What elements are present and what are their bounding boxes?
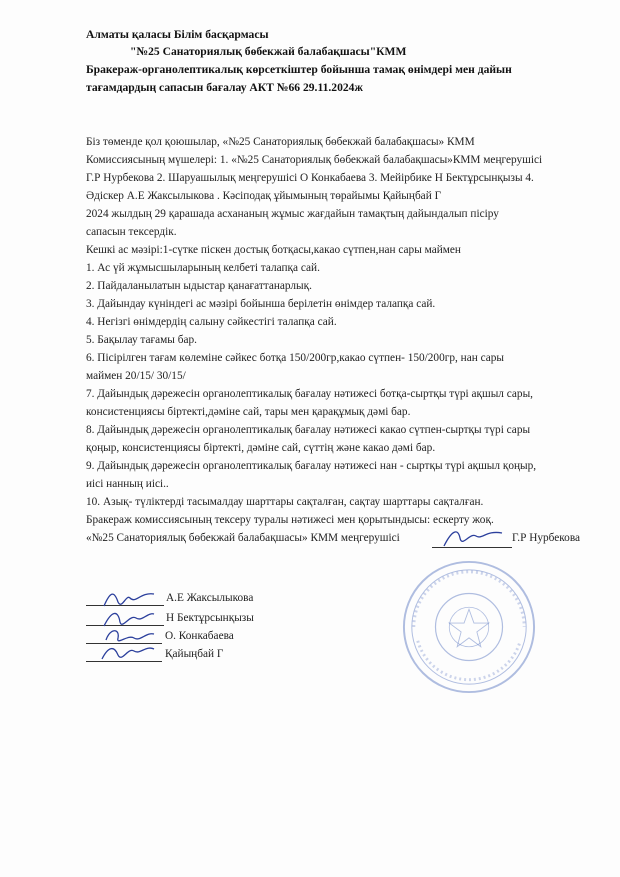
body-line-6: сапасын тексердік. xyxy=(86,226,177,238)
item-7-cont: консистенциясы біртекті,дәміне сай, тары мен қарақұмық дәмі бар. xyxy=(86,406,411,418)
member-4-name: Қайыңбай Г xyxy=(165,648,224,660)
item-1: 1. Ас үй жұмысшыларының келбеті талапқа сай. xyxy=(86,262,320,274)
item-9-cont: иісі нанның иісі.. xyxy=(86,478,169,490)
item-8: 8. Дайындық дәрежесін органолептикалық бағалау нәтижесі какао сүтпен-сыртқы түрі сары xyxy=(86,424,531,436)
item-3: 3. Дайындау күніндегі ас мәзірі бойынша берілетін өнімдер талапқа сай. xyxy=(86,298,436,310)
member-2-name: Н Бектұрсынқызы xyxy=(166,612,254,624)
head-name: Г.Р Нурбекова xyxy=(512,532,581,544)
member-1-name: А.Е Жаксылыкова xyxy=(166,592,254,604)
act-title-line-1: Бракераж-органолептикалық көрсеткіштер бойынша тамақ өнімдері мен дайын xyxy=(86,63,512,76)
body-line-2: Комиссиясының мүшелері: 1. «№25 Санаториялық бөбекжай балабақшасы»КММ меңгерушісі xyxy=(86,154,543,166)
head-signature xyxy=(440,524,506,554)
head-line: «№25 Санаториялық бөбекжай балабақшасы» КММ меңгерушісі xyxy=(86,532,400,544)
member-3-name: О. Конкабаева xyxy=(165,630,234,642)
body-line-3: Г.Р Нурбекова 2. Шаруашылық меңгерушісі О Конкабаева 3. Мейірбике Н Бектұрсынқызы 4. xyxy=(86,172,534,184)
item-7: 7. Дайындық дәрежесін органолептикалық бағалау нәтижесі ботқа-сыртқы түрі ақшыл сары, xyxy=(86,388,533,400)
organization-stamp xyxy=(400,558,538,696)
item-10: 10. Азық- түліктерді тасымалдау шарттары сақталған, сақтау шарттары сақталған. xyxy=(86,496,484,508)
conclusion-line: Бракераж комиссиясының тексеру туралы нәтижесі мен қорытындысы: ескерту жоқ. xyxy=(86,514,494,526)
body-line-1: Біз төменде қол қоюшылар, «№25 Санаториялық бөбекжай балабақшасы» КММ xyxy=(86,136,475,148)
item-6: 6. Пісірілген тағам көлеміне сәйкес ботқа 150/200гр,какао сүтпен- 150/200гр, нан сары xyxy=(86,352,504,364)
body-line-4: Әдіскер А.Е Жаксылыкова . Кәсіподақ ұйымының төрайымы Қайыңбай Г xyxy=(86,190,442,202)
member-4-signature xyxy=(98,641,158,665)
item-6-cont: маймен 20/15/ 30/15/ xyxy=(86,370,186,382)
item-8-cont: қоңыр, консистенциясы біртекті, дәміне сай, сүттің және какао дәмі бар. xyxy=(86,442,436,454)
organization-title: "№25 Санаториялық бөбекжай балабақшасы"КММ xyxy=(130,45,407,58)
menu-line: Кешкі ас мәзірі:1-сүтке піскен достық ботқасы,какао сүтпен,нан сары маймен xyxy=(86,244,461,256)
department-title: Алматы қаласы Білім басқармасы xyxy=(86,28,269,41)
item-4: 4. Негізгі өнімдердің салыну сәйкестігі талапқа сай. xyxy=(86,316,337,328)
act-title-line-2: тағамдардың сапасын бағалау АКТ №66 29.11.2024ж xyxy=(86,81,363,94)
item-5: 5. Бақылау тағамы бар. xyxy=(86,334,197,346)
body-line-5: 2024 жылдың 29 қарашада асхананың жұмыс жағдайын тамақтың дайындалып пісіру xyxy=(86,208,499,220)
item-2: 2. Пайдаланылатын ыдыстар қанағаттанарлық. xyxy=(86,280,312,292)
item-9: 9. Дайындық дәрежесін органолептикалық бағалау нәтижесі нан - сыртқы түрі ақшыл қоңыр, xyxy=(86,460,537,472)
